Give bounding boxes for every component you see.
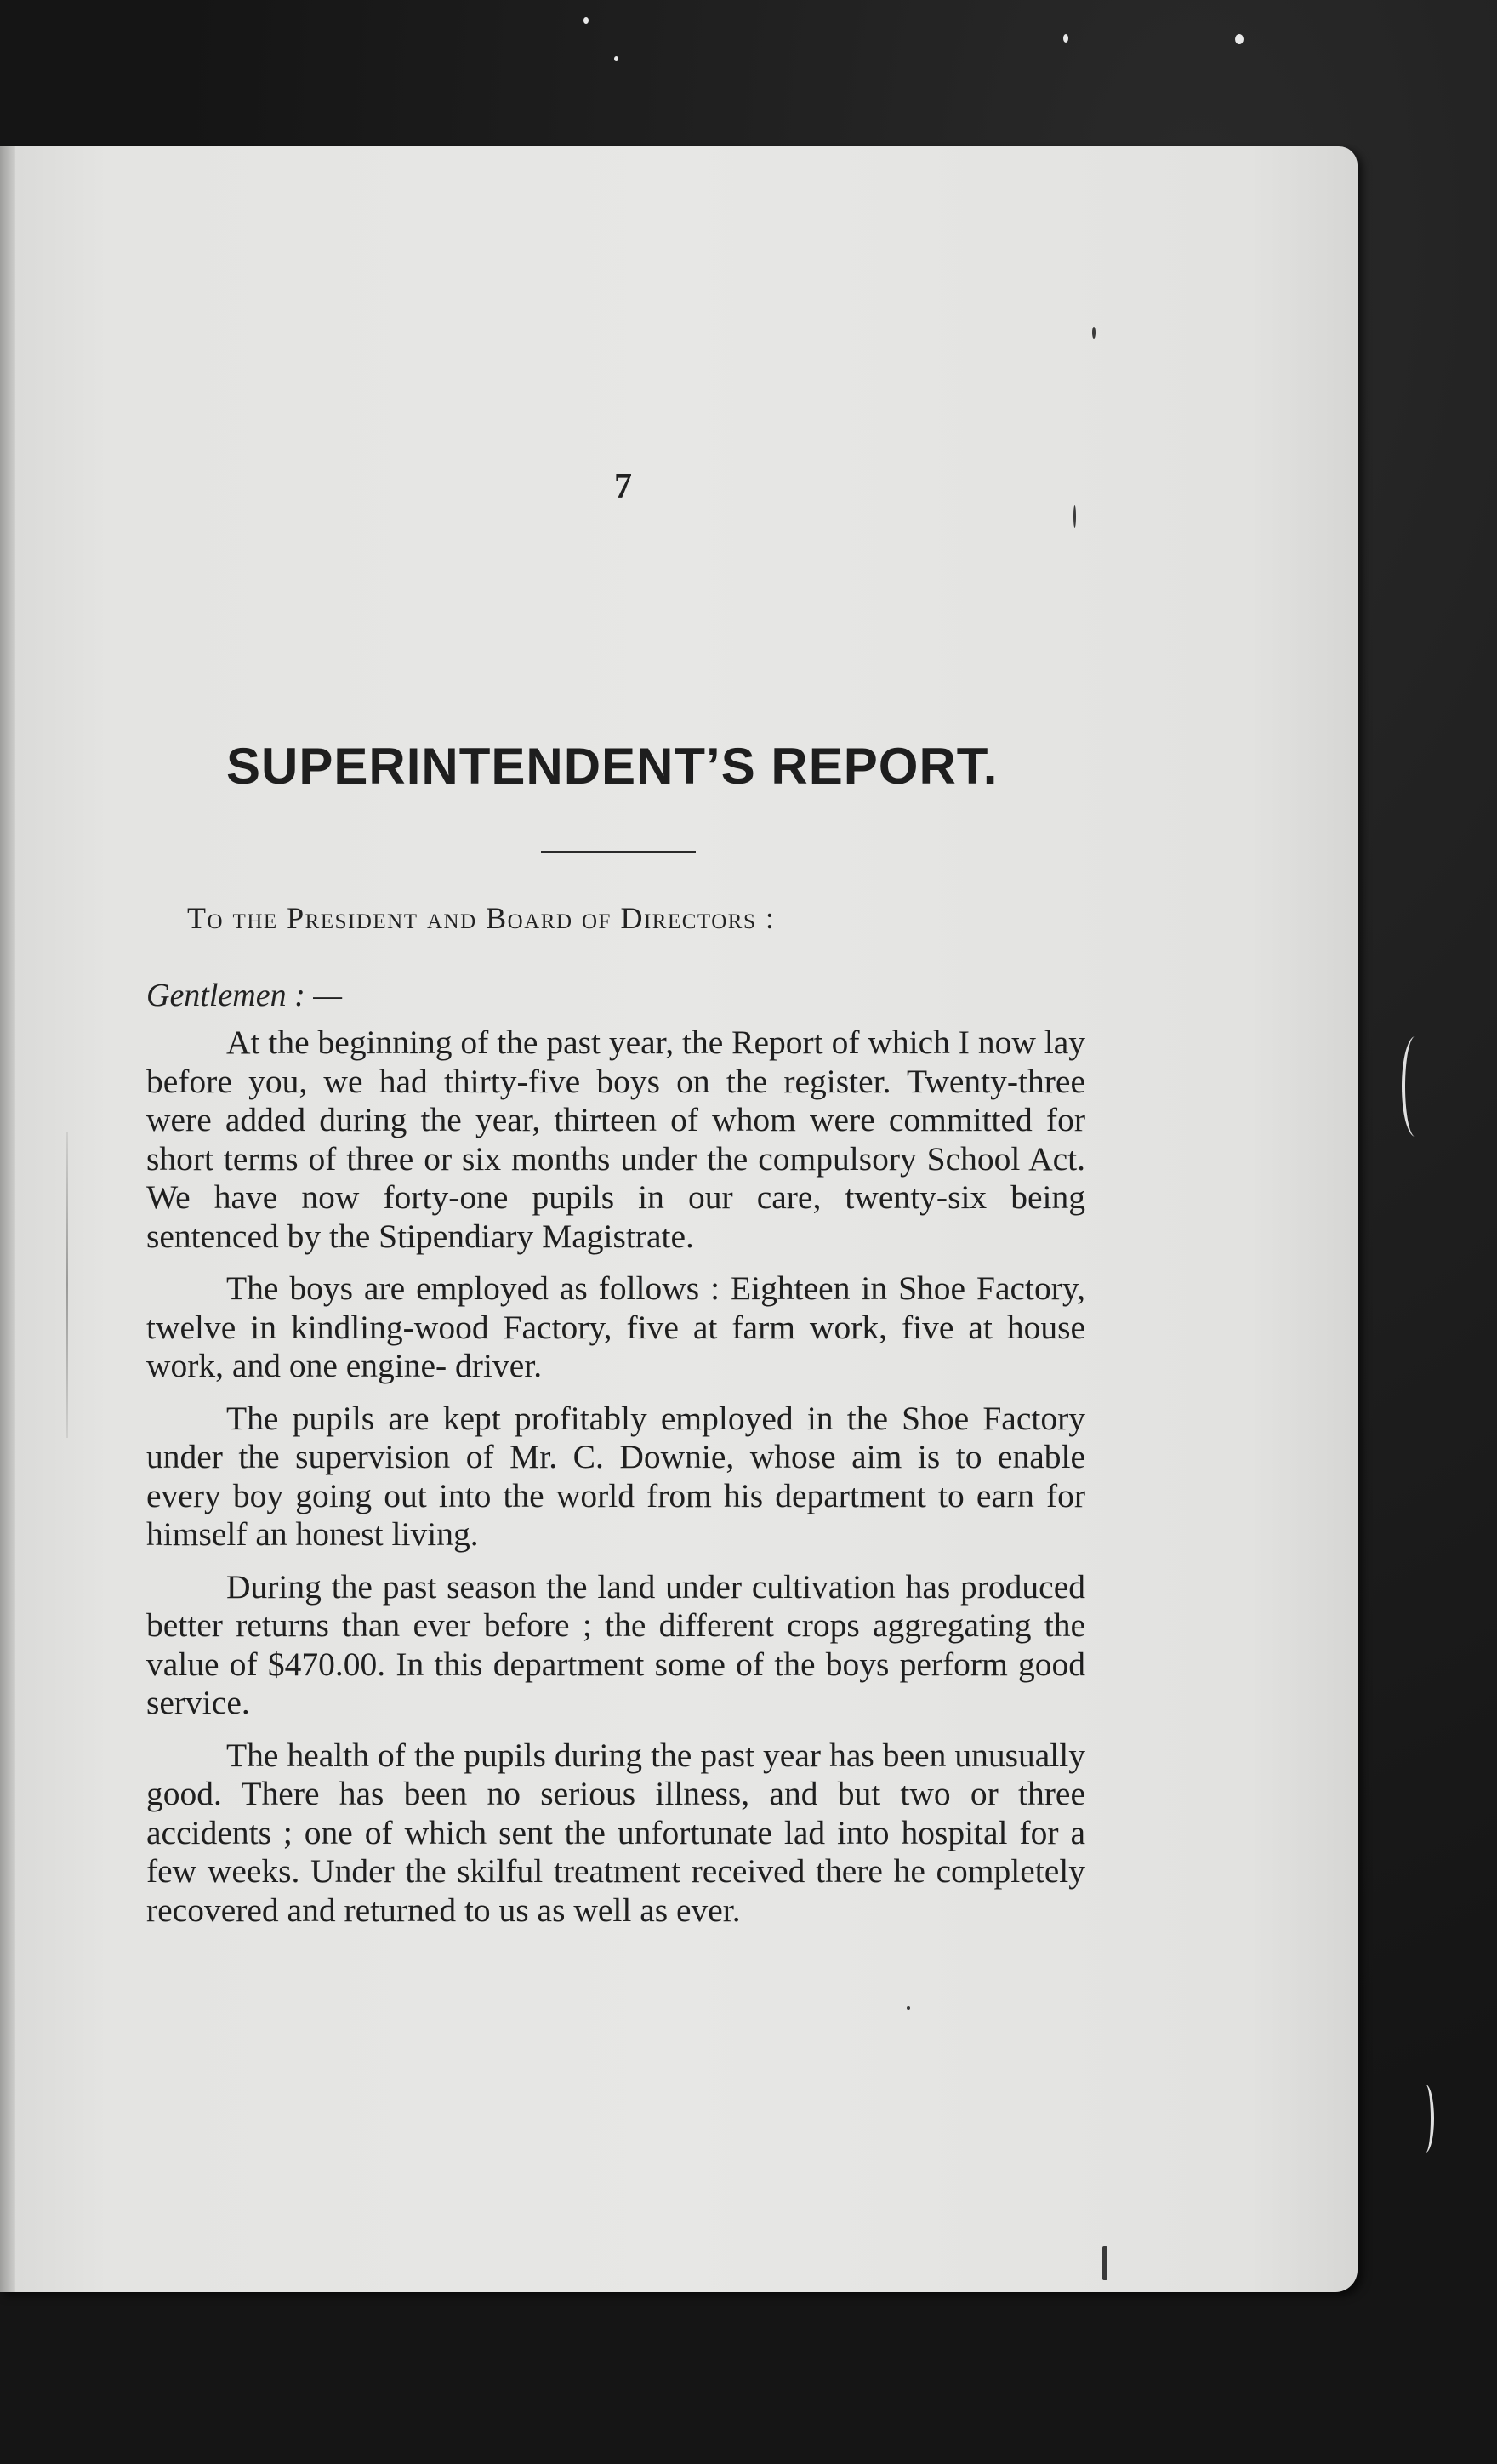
scan-speck xyxy=(614,56,618,61)
paragraph: The boys are employed as follows : Eighteen in Shoe Factory, twelve in kindling-wood Factory, five at farm work, five at house work, and one engine- driver. xyxy=(146,1269,1085,1384)
greeting: Gentlemen : — xyxy=(146,978,343,1013)
paragraph: The health of the pupils during the past year has been unusually good. There has been no serious illness, and but two or three accidents ; one of which sent the unfortunate lad into hospital for a few weeks. Under the skilful treatment received there he completely recovered and returned to us as well as ever. xyxy=(146,1736,1085,1929)
report-title: SUPERINTENDENT’S REPORT. xyxy=(226,738,999,795)
page-crease xyxy=(66,1132,68,1438)
scan-speck xyxy=(1235,34,1244,44)
page-speck xyxy=(1092,327,1096,339)
report-body xyxy=(146,1024,1085,1943)
paragraph: During the past season the land under cultivation has produced better returns than ever before ; the different crops aggregating the value of $470.00. In this department some of the boys perform good service. xyxy=(146,1567,1085,1721)
page-number: 7 xyxy=(614,467,632,506)
page-speck xyxy=(1073,505,1076,528)
paragraph: The pupils are kept profitably employed in the Shoe Factory under the supervision of Mr. C. Downie, whose aim is to enable every boy going out into the world from his department to earn for himself an honest living. xyxy=(146,1399,1085,1553)
margin-mark xyxy=(1402,1036,1429,1137)
salutation: To the President and Board of Directors : xyxy=(187,901,776,935)
scan-speck xyxy=(583,17,589,24)
title-divider xyxy=(541,851,696,853)
margin-mark xyxy=(1417,2085,1434,2153)
page-speck xyxy=(1102,2246,1107,2280)
scan-speck xyxy=(1063,34,1068,43)
paragraph: At the beginning of the past year, the Report of which I now lay before you, we had thirty-five boys on the register. Twenty-three were added during the year, thirteen of whom were committed for short terms of three or six months under the compulsory School Act. We have now forty-one pupils in our care, twenty-six being sentenced by the Stipendiary Magistrate. xyxy=(146,1024,1085,1255)
page-speck xyxy=(907,2006,910,2010)
